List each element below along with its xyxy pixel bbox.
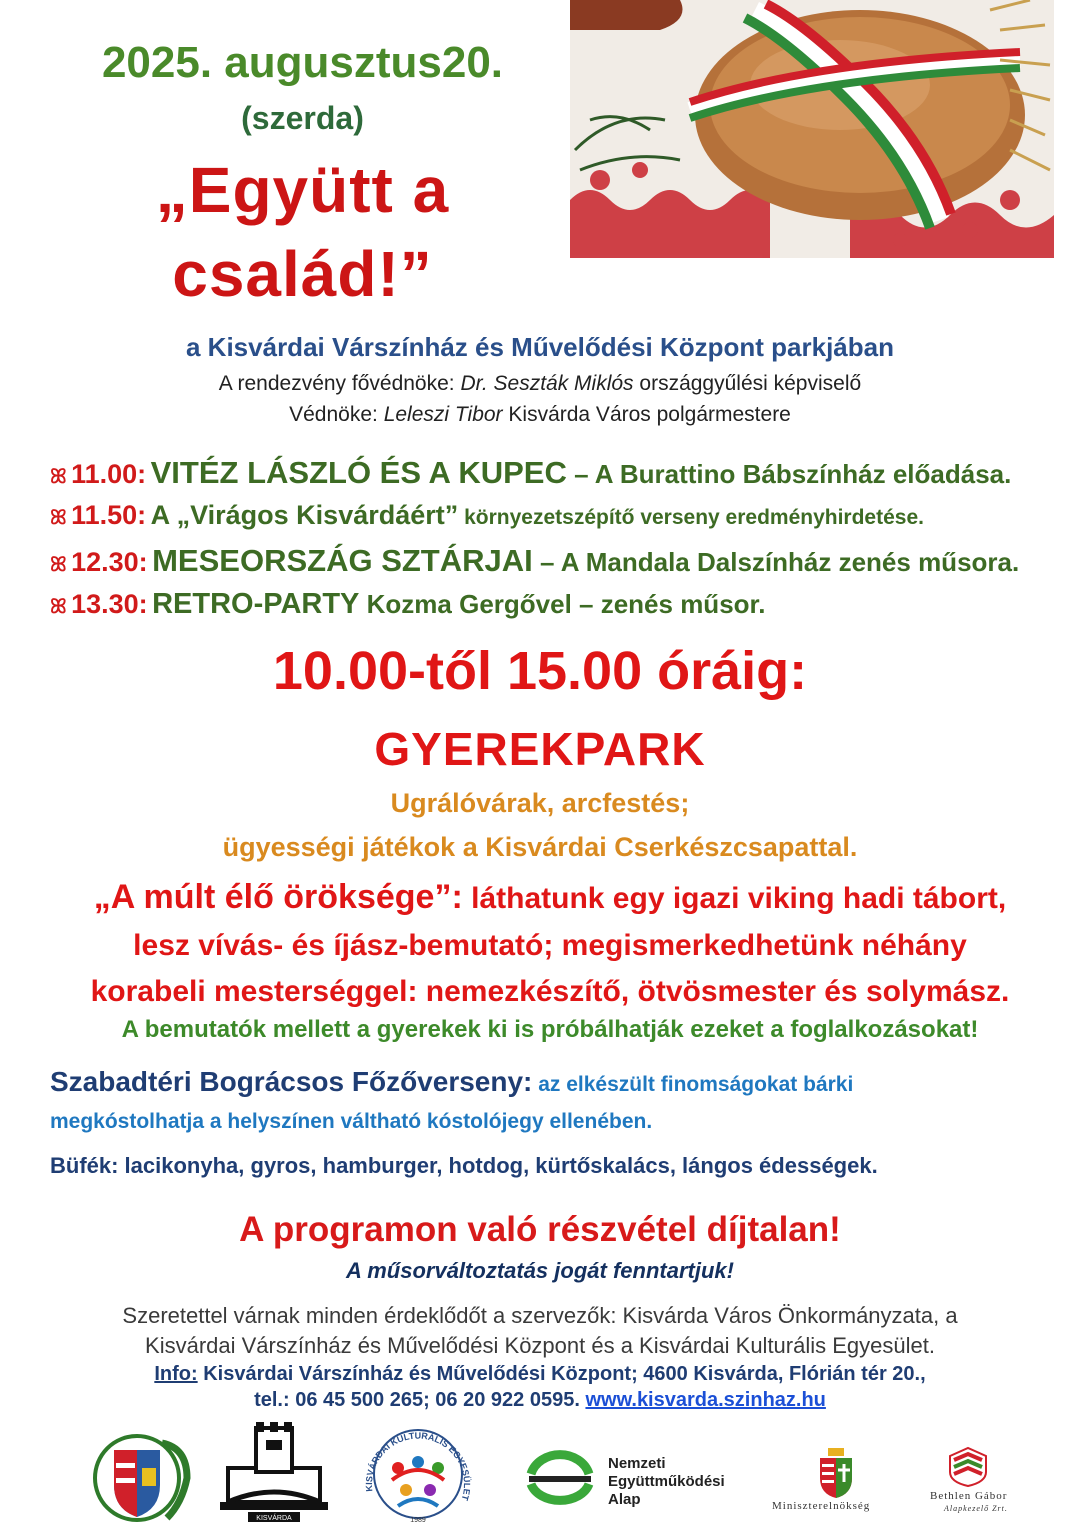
- program-item: [50, 588, 1070, 621]
- info-line: [0, 1363, 1080, 1386]
- flower-bullet-icon: ꕤ: [50, 466, 67, 488]
- main-patron-name: Dr. Seszták Miklós: [460, 372, 634, 395]
- kidspark-line-1: Ugrálóvárak, arcfestés;: [390, 788, 690, 818]
- program-highlight: RETRO-PARTY: [152, 588, 360, 620]
- cultural-association-year: 1989: [410, 1517, 426, 1524]
- bethlen-gabor-subcaption: Alapkezelő Zrt.: [944, 1504, 1008, 1513]
- cooking-title: Szabadtéri Bográcsos Főzőverseny:: [50, 1066, 533, 1097]
- patron: [0, 403, 1080, 427]
- info-address: Kisvárdai Várszínház és Művelődési Központ; 4600 Kisvárda, Flórián tér 20.,: [197, 1363, 926, 1385]
- heritage-text-1: láthatunk egy igazi viking hadi tábort,: [462, 882, 1007, 915]
- kidspark-title: GYEREKPARK: [374, 723, 706, 775]
- program-change-notice: A műsorváltoztatás jogát fenntartjuk!: [346, 1258, 734, 1283]
- program-time: 11.50:: [71, 500, 147, 530]
- program-highlight: A „Virágos Kisvárdáért”: [150, 500, 459, 530]
- kisvarda-coat-of-arms-logo: [92, 1428, 192, 1523]
- opening-hours: 10.00-től 15.00 óráig:: [272, 641, 808, 701]
- flower-bullet-icon: ꕤ: [50, 596, 67, 618]
- organizers-line-2: Kisvárdai Várszínház és Művelődési Központ és a Kisvárdai Kulturális Egyesület.: [145, 1333, 935, 1358]
- title-line-1: „Együtt a: [155, 154, 450, 226]
- heritage-line-2: lesz vívás- és íjász-bemutató; megismerkedhetünk néhány: [133, 929, 967, 962]
- bread-ribbon-photo: [570, 0, 1054, 258]
- cooking-desc-1: az elkészült finomságokat bárki: [532, 1073, 854, 1096]
- bethlen-gabor-caption: Bethlen Gábor: [930, 1490, 1008, 1502]
- buffet-list: Büfék: lacikonyha, gyros, hamburger, hotdog, kürtőskalács, lángos édességek.: [50, 1153, 878, 1178]
- program-description: – A Burattino Bábszínház előadása.: [566, 459, 1012, 489]
- patron-name: Leleszi Tibor: [383, 403, 503, 426]
- program-item: [50, 543, 1070, 579]
- phone-numbers: tel.: 06 45 500 265; 06 20 922 0595.: [254, 1389, 586, 1411]
- flower-bullet-icon: ꕤ: [50, 554, 67, 576]
- nea-line-2: Együttműködési: [608, 1473, 725, 1490]
- heritage-line-3: korabeli mesterséggel: nemezkészítő, ötvösmester és solymász.: [90, 975, 1010, 1008]
- hungarian-coat-of-arms-icon: [816, 1448, 856, 1498]
- event-date: 2025. augusztus20.: [101, 38, 504, 87]
- title-line-2: család!”: [172, 238, 433, 310]
- main-patron-prefix: A rendezvény fővédnöke:: [218, 372, 461, 395]
- program-description: Kozma Gergővel – zenés műsor.: [359, 589, 766, 619]
- nea-line-3: Alap: [608, 1491, 641, 1508]
- free-admission: A programon való részvétel díjtalan!: [239, 1210, 841, 1249]
- heritage-heading: „A múlt élő öröksége”:: [93, 878, 463, 916]
- cooking-contest: [50, 1066, 1070, 1098]
- organizers-line-1: Szeretettel várnak minden érdeklődőt a szervezők: Kisvárda Város Önkormányzata, a: [122, 1303, 958, 1328]
- heritage-line-4: A bemutatók mellett a gyerekek ki is próbálhatják ezeket a foglalkozásokat!: [121, 1016, 979, 1043]
- flower-bullet-icon: ꕤ: [50, 507, 67, 529]
- nea-logo-icon: [525, 1448, 595, 1508]
- kisvarda-caption: KISVÁRDA: [256, 1515, 292, 1522]
- program-time: 13.30:: [71, 589, 148, 619]
- bethlen-gabor-logo-icon: [946, 1446, 990, 1488]
- program-description: – A Mandala Dalszínház zenés műsora.: [532, 547, 1020, 577]
- program-highlight: VITÉZ LÁSZLÓ ÉS A KUPEC: [150, 455, 567, 490]
- heritage-line-1: [30, 878, 1070, 917]
- main-patron: [0, 372, 1080, 396]
- program-time: 12.30:: [71, 547, 148, 577]
- program-highlight: MESEORSZÁG SZTÁRJAI: [152, 543, 533, 578]
- cultural-association-logo: [358, 1418, 478, 1524]
- cultural-association-caption: KISVÁRDAI KULTURÁLIS EGYESÜLET: [363, 1430, 473, 1502]
- event-weekday: (szerda): [241, 100, 364, 136]
- website-link[interactable]: www.kisvarda.szinhaz.hu: [585, 1389, 826, 1411]
- event-title: [30, 148, 575, 316]
- patron-suffix: Kisvárda Város polgármestere: [502, 403, 791, 426]
- patron-prefix: Védnöke:: [289, 403, 384, 426]
- cooking-desc-2: megkóstolhatja a helyszínen váltható kóstolójegy ellenében.: [50, 1110, 653, 1133]
- nea-line-1: Nemzeti: [608, 1455, 666, 1472]
- program-time: 11.00:: [71, 459, 147, 489]
- info-label: Info:: [154, 1363, 198, 1385]
- venue: a Kisvárdai Várszínház és Művelődési Központ parkjában: [186, 332, 894, 362]
- program-item: [50, 500, 1070, 531]
- program-item: [50, 455, 1070, 491]
- kidspark-line-2: ügyességi játékok a Kisvárdai Cserkészcsapattal.: [222, 832, 858, 862]
- nea-logo-text: [608, 1455, 725, 1509]
- main-patron-suffix: országgyűlési képviselő: [633, 372, 862, 395]
- program-description: környezetszépítő verseny eredményhirdetése.: [458, 506, 924, 529]
- contact-line: [0, 1389, 1080, 1412]
- kisvarda-castle-logo: [218, 1420, 330, 1522]
- ministry-caption: Miniszterelnökség: [772, 1500, 871, 1512]
